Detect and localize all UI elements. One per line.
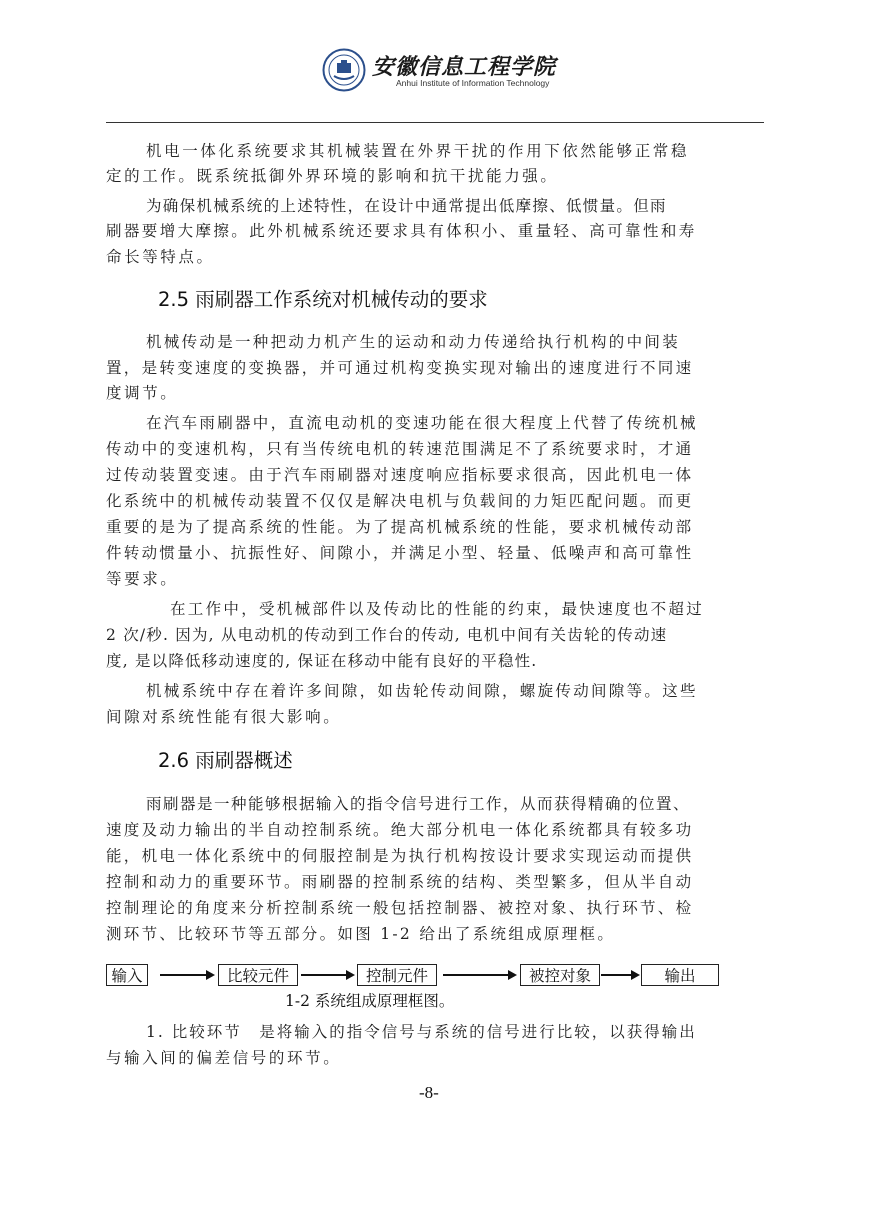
body-line: 间隙对系统性能有很大影响。 <box>106 708 342 726</box>
flow-box-controller: 控制元件 <box>357 964 437 986</box>
flow-box-output: 输出 <box>641 964 719 986</box>
flow-arrow <box>160 974 213 976</box>
body-line: 测环节、比较环节等五部分。如图 1-2 给出了系统组成原理框。 <box>106 925 616 943</box>
section-heading-2-5: 2.5 雨刷器工作系统对机械传动的要求 <box>158 288 488 311</box>
figure-caption: 1-2 系统组成原理框图。 <box>285 992 455 1010</box>
body-line: 等要求。 <box>106 570 179 588</box>
flow-arrow <box>443 974 515 976</box>
body-line: 控制理论的角度来分析控制系统一般包括控制器、被控对象、执行环节、检 <box>106 899 694 917</box>
body-line: 定的工作。既系统抵御外界环境的影响和抗干扰能力强。 <box>106 167 559 185</box>
body-line: 度调节。 <box>106 384 179 402</box>
body-line: 雨刷器是一种能够根据输入的指令信号进行工作，从而获得精确的位置、 <box>146 795 691 813</box>
body-line: 机械传动是一种把动力机产生的运动和动力传递给执行机构的中间装 <box>146 333 681 351</box>
body-line: 在工作中，受机械部件以及传动比的性能的约束，最快速度也不超过 <box>170 600 705 618</box>
flow-box-plant: 被控对象 <box>520 964 600 986</box>
body-line: 过传动装置变速。由于汽车雨刷器对速度响应指标要求很高，因此机电一体 <box>106 466 694 484</box>
body-line: 命长等特点。 <box>106 248 215 266</box>
school-logo-icon <box>322 48 366 92</box>
body-line: 机械系统中存在着许多间隙，如齿轮传动间隙，螺旋传动间隙等。这些 <box>146 682 698 700</box>
body-line: 置，是转变速度的变换器，并可通过机构变换实现对输出的速度进行不同速 <box>106 359 694 377</box>
body-line: 速度及动力输出的半自动控制系统。绝大部分机电一体化系统都具有较多功 <box>106 821 694 839</box>
body-line: 控制和动力的重要环节。雨刷器的控制系统的结构、类型繁多，但从半自动 <box>106 873 694 891</box>
school-name-cn: 安徽信息工程学院 <box>372 54 557 80</box>
body-line: 重要的是为了提高系统的性能。为了提高机械系统的性能，要求机械传动部 <box>106 518 694 536</box>
body-line: 为确保机械系统的上述特性，在设计中通常提出低摩擦、低惯量。但雨 <box>146 197 667 215</box>
flow-box-input: 输入 <box>106 964 148 986</box>
body-line: 2 次/秒. 因为, 从电动机的传动到工作台的传动, 电机中间有关齿轮的传动速 <box>106 626 668 644</box>
flow-box-comparator: 比较元件 <box>218 964 298 986</box>
flow-arrow <box>601 974 638 976</box>
header-divider <box>106 122 764 123</box>
body-line: 机电一体化系统要求其机械装置在外界干扰的作用下依然能够正常稳 <box>146 142 690 160</box>
school-name-en: Anhui Institute of Information Technology <box>396 78 550 88</box>
body-line: 1. 比较环节 是将输入的指令信号与系统的信号进行比较，以获得输出 <box>146 1023 697 1041</box>
body-line: 传动中的变速机构，只有当传统电机的转速范围满足不了系统要求时，才通 <box>106 440 694 458</box>
body-line: 刷器要增大摩擦。此外机械系统还要求具有体积小、重量轻、高可靠性和寿 <box>106 222 697 240</box>
body-line: 能，机电一体化系统中的伺服控制是为执行机构按设计要求实现运动而提供 <box>106 847 694 865</box>
body-line: 与输入间的偏差信号的环节。 <box>106 1049 342 1067</box>
flow-arrow <box>301 974 353 976</box>
body-line: 在汽车雨刷器中，直流电动机的变速功能在很大程度上代替了传统机械 <box>146 414 698 432</box>
body-line: 化系统中的机械传动装置不仅仅是解决电机与负载间的力矩匹配问题。而更 <box>106 492 694 510</box>
body-line: 件转动惯量小、抗振性好、间隙小，并满足小型、轻量、低噪声和高可靠性 <box>106 544 694 562</box>
section-heading-2-6: 2.6 雨刷器概述 <box>158 749 293 772</box>
body-line: 度, 是以降低移动速度的, 保证在移动中能有良好的平稳性. <box>106 652 538 670</box>
page-number: -8- <box>419 1083 439 1102</box>
